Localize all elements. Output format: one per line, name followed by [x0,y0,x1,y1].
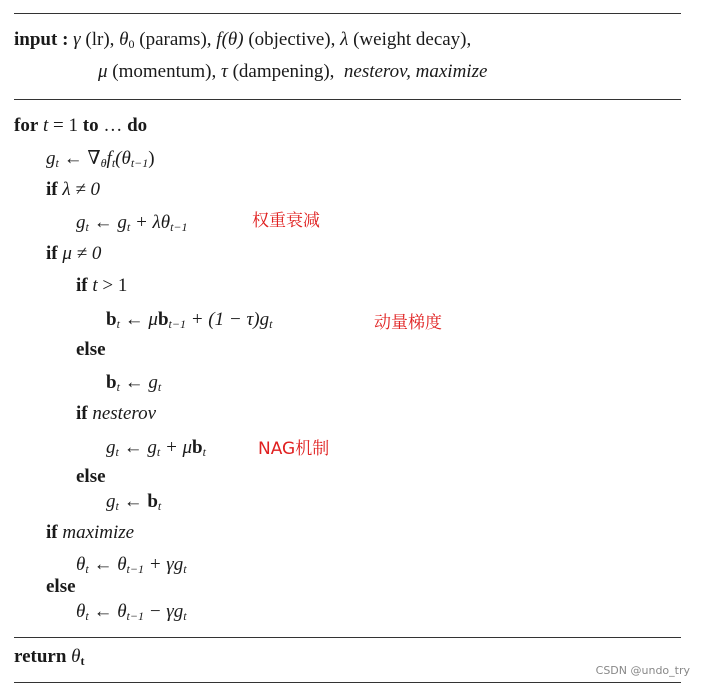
theta-symbol: θ [119,29,129,50]
weight-decay-label: (weight decay), [353,29,472,50]
else-maximize-line: else [46,576,76,597]
if-t-line: if t > 1 [76,275,128,296]
weight-decay-annotation: 权重衰减 [252,211,320,231]
nag-annotation: NAG机制 [258,439,330,459]
return-line: return $\theta_t$ [14,646,85,668]
f-symbol: f [216,29,222,50]
minimize-update-line: $\theta_t$ ← $\theta_{t-1} - \gamma g_t$ [76,601,187,623]
gradient-line: $g_t$ ← $\nabla_\theta f_t(\theta_{t-1})$ [46,148,155,170]
if-lambda-line: if λ ≠ 0 [46,179,101,200]
maximize-param: maximize [415,61,488,82]
maximize-update-line: $\theta_t$ ← $\theta_{t-1} + \gamma g_t$ [76,554,187,576]
input-colon: : [57,29,69,50]
for-line [14,114,147,138]
theta-subscript: 0 [128,37,135,51]
if-maximize-line: if maximize [46,522,135,543]
else-nesterov-line: else [76,466,106,487]
loop-var: t [43,115,49,136]
params-label: (params), [139,29,212,50]
tau-symbol: τ [221,61,228,82]
watermark: CSDN @undo_try [595,664,690,677]
loop-start: = 1 [48,115,83,136]
gamma-symbol: γ [73,29,81,50]
lr-label: (lr), [85,29,115,50]
objective-label: (objective), [248,29,336,50]
mu-symbol: μ [98,61,108,82]
top-rule [14,13,681,14]
dampening-label: (dampening), [232,61,335,82]
nesterov-param: nesterov, [343,61,411,82]
momentum-else-update-line: $b_t$ ← $g_t$ [106,372,162,394]
do-keyword: do [127,115,148,136]
input-keyword: input [14,29,58,50]
nag-else-update-line: $g_t$ ← $b_t$ [106,491,162,513]
bottom-rule-1 [14,637,681,638]
loop-dots: … [98,115,128,136]
momentum-annotation: 动量梯度 [374,313,442,333]
for-keyword: for [14,115,39,136]
f-arg: (θ) [221,29,244,50]
momentum-update-line: $b_t$ ← $\mu b_{t-1} + (1 - \tau)g_t$ [106,309,273,331]
if-mu-line: if μ ≠ 0 [46,243,102,264]
nag-update-line: $g_t$ ← $g_t + \mu b_t$ [106,437,206,459]
middle-rule [14,99,681,100]
else-momentum-line: else [76,339,106,360]
input-line-1 [14,28,471,52]
lambda-symbol: λ [340,29,349,50]
weight-decay-line: $g_t$ ← $g_t + \lambda\theta_{t-1}$ [76,212,188,234]
to-keyword: to [82,115,99,136]
bottom-rule-2 [14,682,681,683]
input-line-2 [98,60,487,84]
momentum-label: (momentum), [112,61,217,82]
if-nesterov-line: if nesterov [76,403,157,424]
